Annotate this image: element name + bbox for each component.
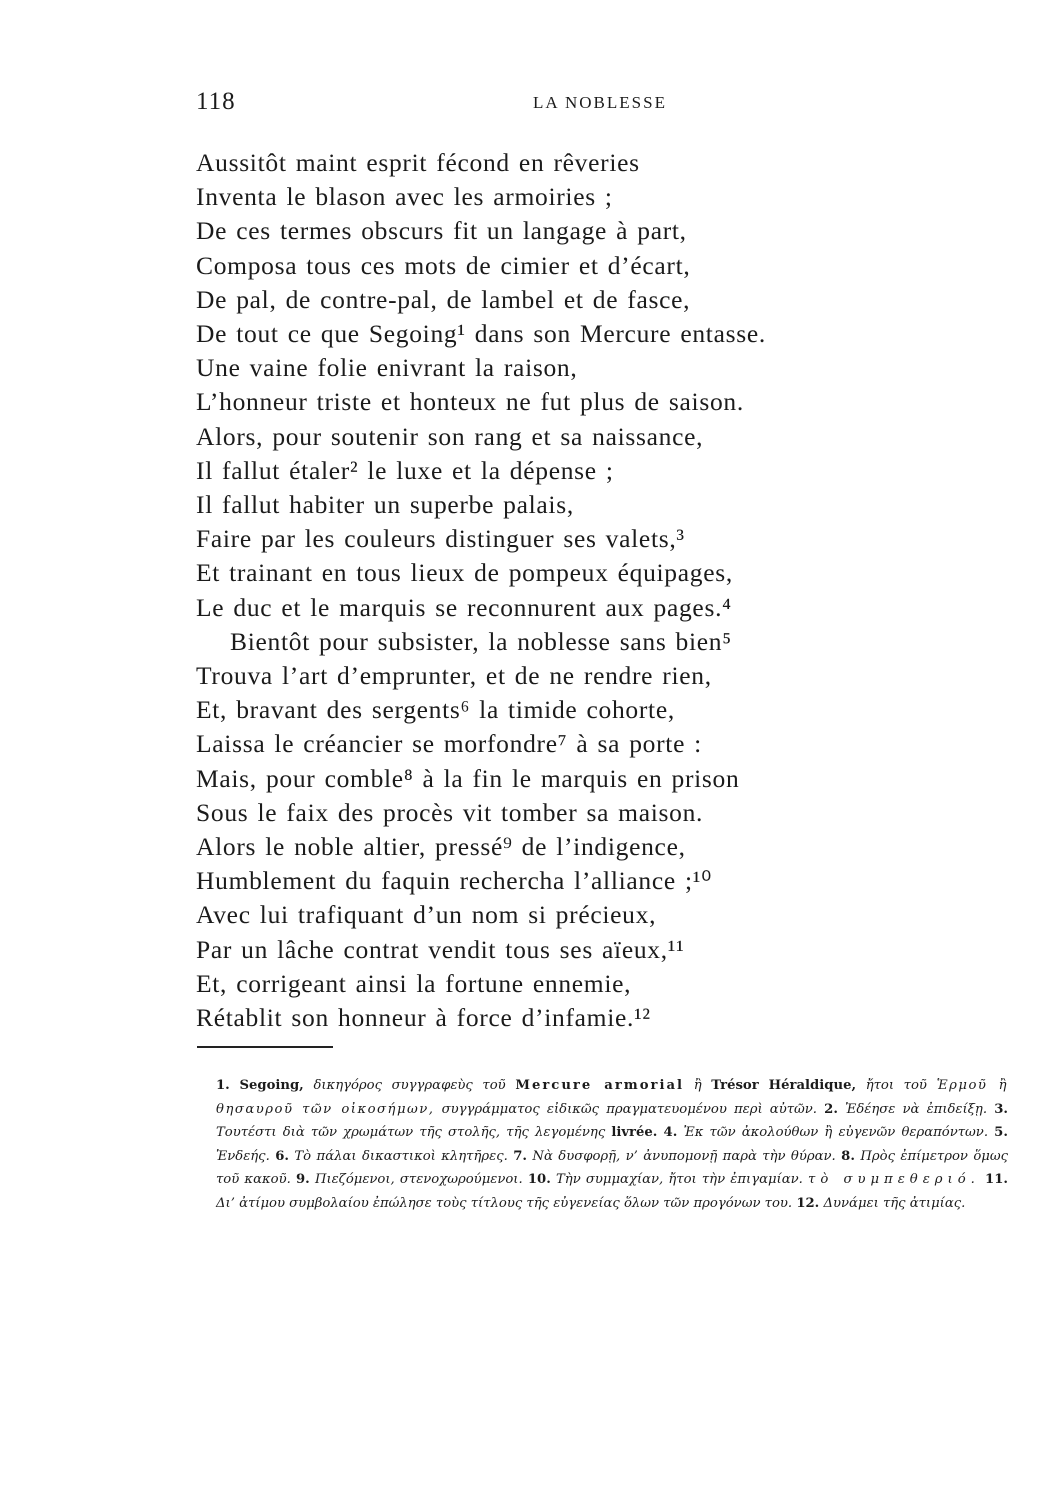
verse-line: Le duc et le marquis se reconnurent aux pages.⁴: [196, 592, 732, 622]
verse-line: Il fallut habiter un superbe palais,: [196, 490, 574, 520]
verse-line: Alors le noble altier, pressé⁹ de l’indigence,: [196, 832, 686, 862]
footnote-number: 7.: [513, 1148, 527, 1164]
page-header: [196, 88, 1004, 122]
footnote-separator: [197, 1046, 333, 1048]
footnote-text: Πρὸς ἐπίμετρον ὅμως τοῦ κακοῦ.: [216, 1148, 1008, 1188]
footnote-number: 2.: [824, 1101, 838, 1117]
verse-line: Trouva l’art d’emprunter, et de ne rendre rien,: [196, 661, 712, 691]
verse-line: Et, corrigeant ainsi la fortune ennemie,: [196, 968, 632, 998]
verse-line: Avec lui trafiquant d’un nom si précieux,: [196, 900, 657, 930]
verse-line: Sous le faix des procès vit tomber sa maison.: [196, 797, 704, 827]
footnote-number: 5.: [994, 1125, 1008, 1141]
verse-line: Il fallut étaler² le luxe et la dépense ;: [196, 455, 614, 485]
footnote-block: [196, 1074, 1008, 1216]
footnote-text: Δι’ ἀτίμου συμβολαίου ἐπώλησε τοὺς τίτλους τῆς εὐγενείας ὅλων τῶν προγόνων του.: [216, 1195, 793, 1211]
footnote-text: Ἐκ τῶν ἀκολούθων ἢ εὐγενῶν θεραπόντων.: [683, 1125, 989, 1141]
footnote-text: Τὴν συμμαχίαν, ἤτοι τὴν ἐπιγαμίαν.: [556, 1172, 803, 1188]
footnote-text: Τὸ πάλαι δικαστικοὶ κλητῆρες.: [294, 1148, 508, 1164]
verse-line: L’honneur triste et honteux ne fut plus de saison.: [196, 387, 744, 417]
footnote-text: ἤτοι τοῦ: [865, 1078, 927, 1093]
page-number: 118: [196, 88, 236, 115]
verse-line: Inventa le blason avec les armoiries ;: [196, 182, 613, 212]
footnote-text: Νὰ δυσφορῇ, ν’ ἀνυπομονῇ παρὰ τὴν θύραν.: [532, 1148, 836, 1164]
footnote-greek-title: Ἑρμοῦ ἢ θησαυροῦ τῶν οἰκοσήμων,: [216, 1078, 1008, 1117]
footnotes: [196, 1074, 1008, 1216]
footnote-number: 1.: [216, 1078, 230, 1093]
footnote-spaced-text: τὸ συμπεθεριό.: [808, 1172, 980, 1188]
verse-line: Une vaine folie enivrant la raison,: [196, 353, 578, 383]
verse-line: Alors, pour soutenir son rang et sa naissance,: [196, 421, 704, 451]
footnote-term: Segoing,: [239, 1078, 304, 1093]
verse-line: Humblement du faquin rechercha l’alliance ;¹⁰: [196, 866, 713, 896]
verse-line: Laissa le créancier se morfondre⁷ à sa porte :: [196, 729, 702, 759]
running-title: LA NOBLESSE: [533, 93, 667, 112]
verse-line: De ces termes obscurs fit un langage à part,: [196, 216, 687, 246]
footnote-number: 11.: [985, 1172, 1008, 1188]
verse-line: Faire par les couleurs distinguer ses valets,³: [196, 524, 685, 554]
footnote-text: δικηγόρος συγγραφεὺς τοῦ: [313, 1078, 506, 1093]
footnote-text: Τουτέστι διὰ τῶν χρωμάτων τῆς στολῆς, τῆς λεγομένης: [216, 1125, 606, 1141]
footnote-number: 12.: [796, 1195, 820, 1211]
footnote-number: 6.: [275, 1148, 289, 1164]
footnote-number: 4.: [663, 1125, 678, 1141]
footnote-text: Πιεζόμενοι, στενοχωρούμενοι.: [314, 1172, 523, 1188]
footnote-title: Mercure armorial: [515, 1078, 685, 1093]
verse-line: Par un lâche contrat vendit tous ses aïeux,¹¹: [196, 934, 685, 964]
verse-line: Et trainant en tous lieux de pompeux équipages,: [196, 558, 733, 588]
footnote-text: ἢ: [693, 1078, 702, 1093]
verse-line: De pal, de contre-pal, de lambel et de fasce,: [196, 284, 691, 314]
footnote-number: 9.: [295, 1172, 310, 1188]
footnote-text: Δυνάμει τῆς ἀτιμίας.: [823, 1195, 966, 1211]
footnote-number: 3.: [994, 1101, 1008, 1117]
footnote-number: 8.: [841, 1148, 855, 1164]
verse-line: Rétablit son honneur à force d’infamie.¹²: [196, 1003, 651, 1033]
verse-line: Bientôt pour subsister, la noblesse sans bien⁵: [230, 626, 732, 656]
verse-line: Composa tous ces mots de cimier et d’écart,: [196, 250, 691, 280]
verse-line: Aussitôt maint esprit fécond en rêveries: [196, 148, 640, 177]
verse-line: Mais, pour comble⁸ à la fin le marquis en prison: [196, 763, 740, 793]
footnote-text: Ἐνδεής.: [216, 1148, 270, 1164]
poem-text: [196, 146, 1026, 1035]
verse-line: De tout ce que Segoing¹ dans son Mercure entasse.: [196, 319, 766, 349]
footnote-term: livrée.: [611, 1125, 658, 1141]
footnote-text: συγγράμματος εἰδικῶς πραγματευομένου περὶ αὐτῶν.: [441, 1101, 817, 1117]
footnote-term: Trésor Héraldique,: [711, 1078, 857, 1093]
footnote-number: 10.: [527, 1172, 551, 1188]
footnote-text: Ἐδέησε νὰ ἐπιδείξῃ.: [845, 1101, 988, 1117]
verse-line: Et, bravant des sergents⁶ la timide cohorte,: [196, 695, 675, 725]
